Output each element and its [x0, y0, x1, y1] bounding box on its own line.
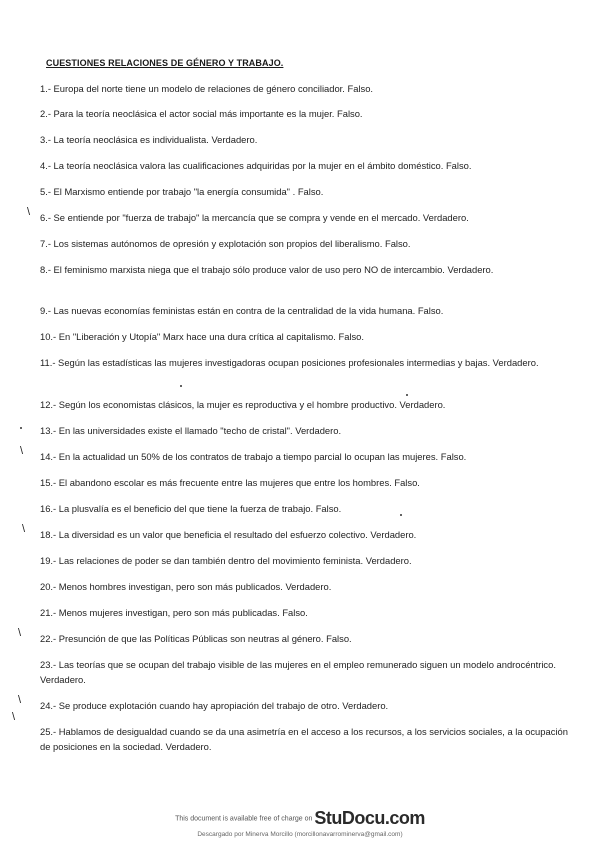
question-11: 11.- Según las estadísticas las mujeres investigadoras ocupan posiciones profesionales intermedias y bajas. Verdadero. — [40, 357, 539, 368]
scan-speck — [20, 427, 22, 429]
question-25: 25.- Hablamos de desigualdad cuando se da una asimetría en el acceso a los recursos, a los servicios sociales, a la ocupación de posiciones en la sociedad. Verdadero. — [40, 726, 568, 752]
margin-tick-mark: \ — [27, 206, 31, 218]
question-6: 6.- Se entiende por "fuerza de trabajo" la mercancía que se compra y vende en el mercado. Verdadero. — [40, 212, 469, 223]
question-5: 5.- El Marxismo entiende por trabajo "la energía consumida" . Falso. — [40, 186, 324, 197]
question-8: 8.- El feminismo marxista niega que el trabajo sólo produce valor de uso pero NO de intercambio. Verdadero. — [40, 264, 494, 275]
question-10: 10.- En "Liberación y Utopía" Marx hace una dura crítica al capitalismo. Falso. — [40, 331, 364, 342]
document-title: CUESTIONES RELACIONES DE GÉNERO Y TRABAJO. — [46, 58, 284, 68]
question-7: 7.- Los sistemas autónomos de opresión y explotación son propios del liberalismo. Falso. — [40, 238, 411, 249]
question-2: 2.- Para la teoría neoclásica el actor social más importante es la mujer. Falso. — [40, 108, 363, 119]
margin-tick-mark: \ — [12, 711, 16, 723]
question-1: 1.- Europa del norte tiene un modelo de relaciones de género conciliador. Falso. — [40, 83, 374, 94]
question-21: 21.- Menos mujeres investigan, pero son más publicadas. Falso. — [40, 607, 308, 618]
question-9: 9.- Las nuevas economías feministas están en contra de la centralidad de la vida humana. Falso. — [40, 305, 444, 316]
question-4: 4.- La teoría neoclásica valora las cualificaciones adquiridas por la mujer en el ámbito doméstico. Falso. — [40, 160, 472, 171]
question-18: 18.- La diversidad es un valor que beneficia el resultado del esfuerzo colectivo. Verdadero. — [40, 529, 417, 540]
question-16: 16.- La plusvalía es el beneficio del que tiene la fuerza de trabajo. Falso. — [40, 503, 342, 514]
footer-notice-text: This document is available free of charge on — [175, 815, 313, 823]
question-19: 19.- Las relaciones de poder se dan también dentro del movimiento feminista. Verdadero. — [40, 555, 412, 566]
question-13: 13.- En las universidades existe el llamado "techo de cristal". Verdadero. — [40, 425, 342, 436]
scan-speck — [400, 514, 402, 516]
margin-tick-mark: \ — [20, 445, 24, 457]
question-14: 14.- En la actualidad un 50% de los contratos de trabajo a tiempo parcial lo ocupan las mujeres. Falso. — [40, 451, 467, 462]
margin-tick-mark: \ — [18, 694, 22, 706]
question-3: 3.- La teoría neoclásica es individualista. Verdadero. — [40, 134, 258, 145]
studocu-brand-logo[interactable]: StuDocu.com — [314, 808, 425, 828]
margin-tick-mark: \ — [18, 627, 22, 639]
footer-notice — [0, 808, 600, 829]
footer-download-info: Descargado por Minerva Morcillo (morcillonavarrominerva@gmail.com) — [197, 831, 403, 838]
margin-tick-mark: \ — [22, 523, 26, 535]
question-15: 15.- El abandono escolar es más frecuente entre las mujeres que entre los hombres. Falso. — [40, 477, 420, 488]
question-20: 20.- Menos hombres investigan, pero son más publicados. Verdadero. — [40, 581, 332, 592]
question-23: 23.- Las teorías que se ocupan del trabajo visible de las mujeres en el empleo remunerado siguen un modelo androcéntrico. Verdadero. — [40, 659, 556, 685]
question-24: 24.- Se produce explotación cuando hay apropiación del trabajo de otro. Verdadero. — [40, 700, 389, 711]
scan-speck — [406, 394, 408, 396]
question-12: 12.- Según los economistas clásicos, la mujer es reproductiva y el hombre productivo. Verdadero. — [40, 399, 446, 410]
scan-speck — [180, 385, 182, 387]
question-22: 22.- Presunción de que las Políticas Públicas son neutras al género. Falso. — [40, 633, 352, 644]
